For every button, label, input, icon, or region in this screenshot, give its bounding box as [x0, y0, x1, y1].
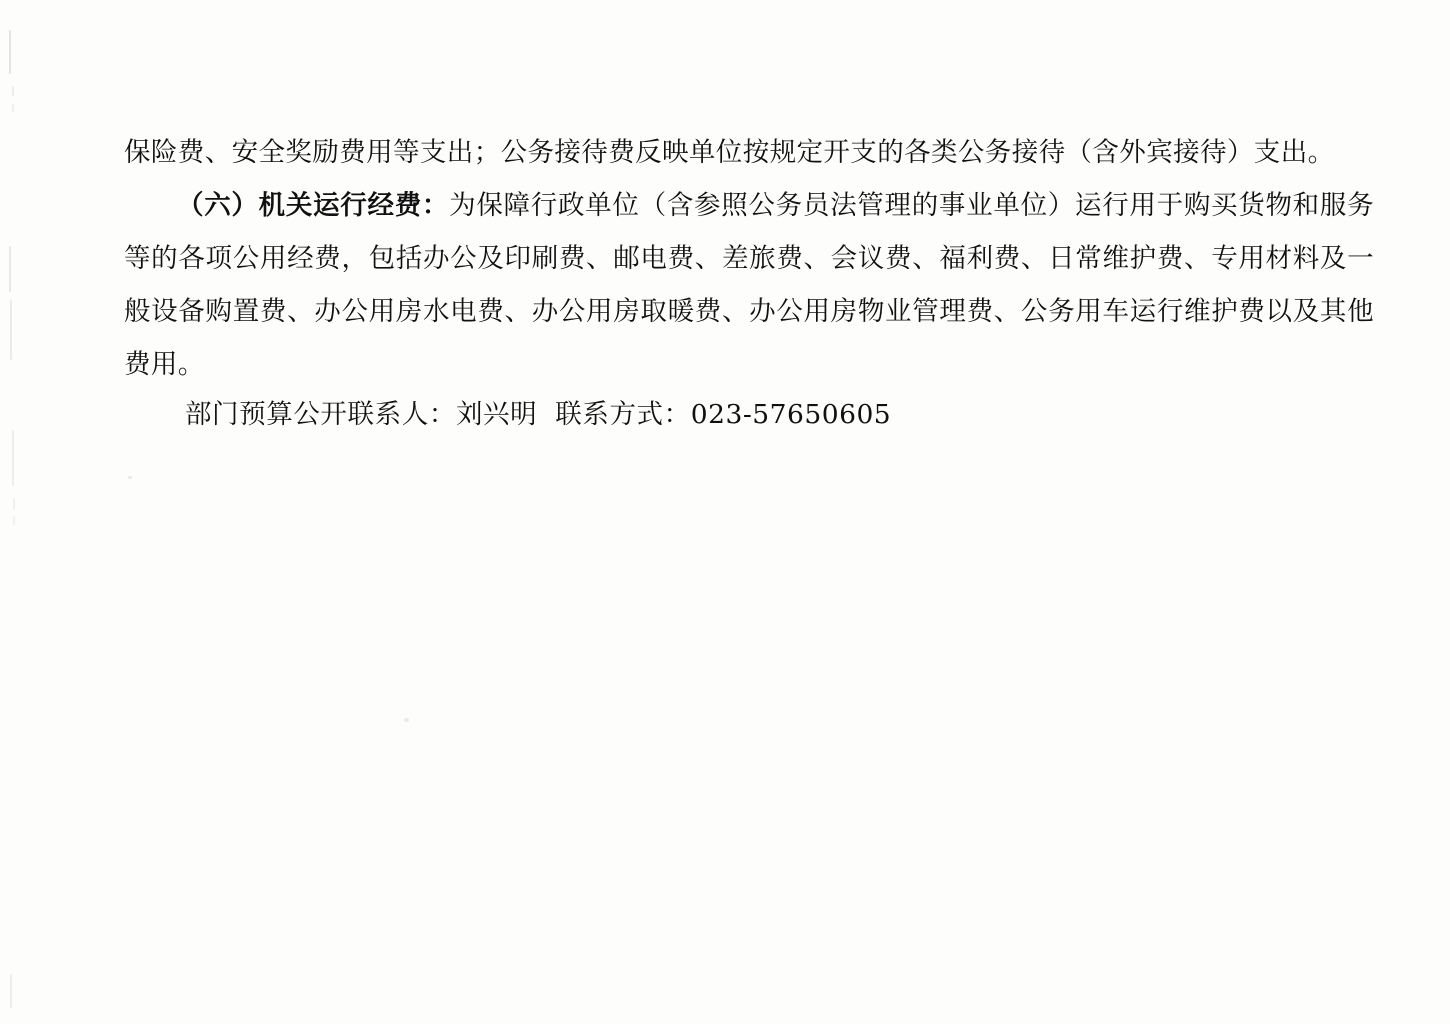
scan-artifact-mark — [10, 974, 12, 1008]
scan-artifact-mark — [9, 30, 11, 74]
contact-person: 刘兴明 — [455, 399, 538, 430]
scan-artifact-mark — [9, 246, 11, 292]
scan-speck — [404, 718, 409, 722]
contact-label: 部门预算公开联系人： — [184, 399, 456, 430]
paragraph-continued: 保险费、安全奖励费用等支出；公务接待费反映单位按规定开支的各类公务接待（含外宾接待）支出。 — [124, 137, 1335, 168]
paragraph-item-six — [124, 179, 1374, 391]
scan-edge-artifacts — [0, 0, 28, 1024]
scan-artifact-mark — [10, 300, 12, 360]
scan-artifact-mark — [13, 516, 15, 525]
contact-phone: 023-57650605 — [690, 399, 892, 430]
scan-artifact-mark — [12, 104, 14, 112]
scan-artifact-mark — [13, 498, 15, 510]
scan-artifact-mark — [12, 430, 14, 486]
scan-speck — [128, 476, 132, 479]
scan-artifact-mark — [12, 86, 14, 96]
contact-method-label: 联系方式： — [555, 399, 691, 430]
paragraph-item-six-text: 为保障行政单位（含参照公务员法管理的事业单位）运行用于购买货物和服务等的各项公用经费，包括办公及印刷费、邮电费、差旅费、会议费、福利费、日常维护费、专用材料及一般设备购置费、办公用房水电费、办公用房取暖费、办公用房物业管理费、公务用车运行维护费以及其他费用。 — [124, 190, 1375, 380]
document-text-body — [124, 126, 1374, 439]
contact-line — [124, 391, 1374, 439]
paragraph-item-six-heading: （六）机关运行经费： — [177, 190, 450, 221]
